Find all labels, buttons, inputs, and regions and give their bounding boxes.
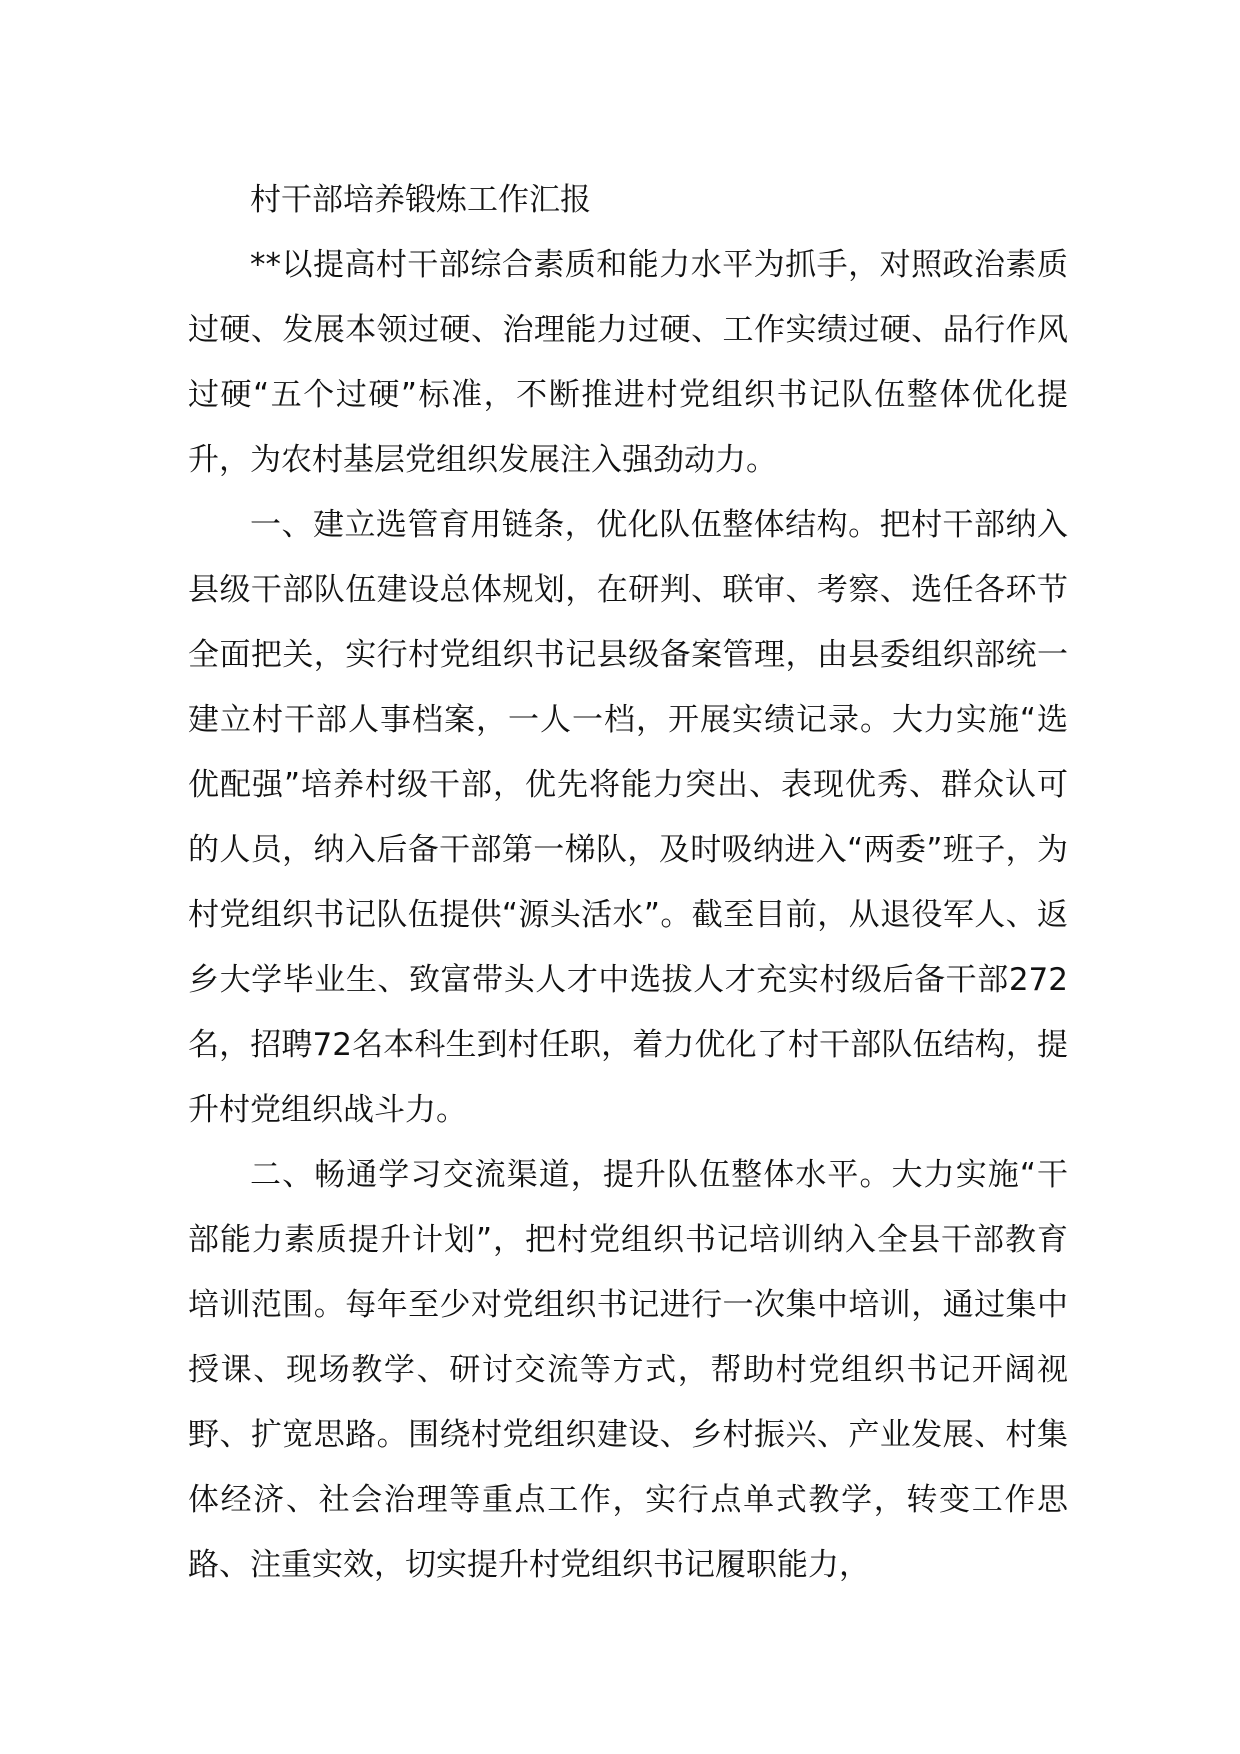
paragraph-section-2: 二、畅通学习交流渠道，提升队伍整体水平。大力实施“干部能力素质提升计划”，把村党组织书记培训纳入全县干部教育培训范围。每年至少对党组织书记进行一次集中培训，通过集中授课、现场教学、研讨交流等方式，帮助村党组织书记开阔视野、扩宽思路。围绕村党组织建设、乡村振兴、产业发展、村集体经济、社会治理等重点工作，实行点单式教学，转变工作思路、注重实效，切实提升村党组织书记履职能力， [188, 1157, 1068, 1583]
document-page [188, 168, 1068, 1598]
paragraph-section-1: 一、建立选管育用链条，优化队伍整体结构。把村干部纳入县级干部队伍建设总体规划，在研判、联审、考察、选任各环节全面把关，实行村党组织书记县级备案管理，由县委组织部统一建立村干部人事档案，一人一档，开展实绩记录。大力实施“选优配强”培养村级干部，优先将能力突出、表现优秀、群众认可的人员，纳入后备干部第一梯队，及时吸纳进入“两委”班子，为村党组织书记队伍提供“源头活水”。截至目前，从退役军人、返乡大学毕业生、致富带头人才中选拔人才充实村级后备干部272名，招聘72名本科生到村任职，着力优化了村干部队伍结构，提升村党组织战斗力。 [188, 507, 1068, 1128]
document-title: 村干部培养锻炼工作汇报 [250, 182, 591, 218]
paragraph-intro: **以提高村干部综合素质和能力水平为抓手，对照政治素质过硬、发展本领过硬、治理能力过硬、工作实绩过硬、品行作风过硬“五个过硬”标准，不断推进村党组织书记队伍整体优化提升，为农村基层党组织发展注入强劲动力。 [188, 247, 1068, 478]
